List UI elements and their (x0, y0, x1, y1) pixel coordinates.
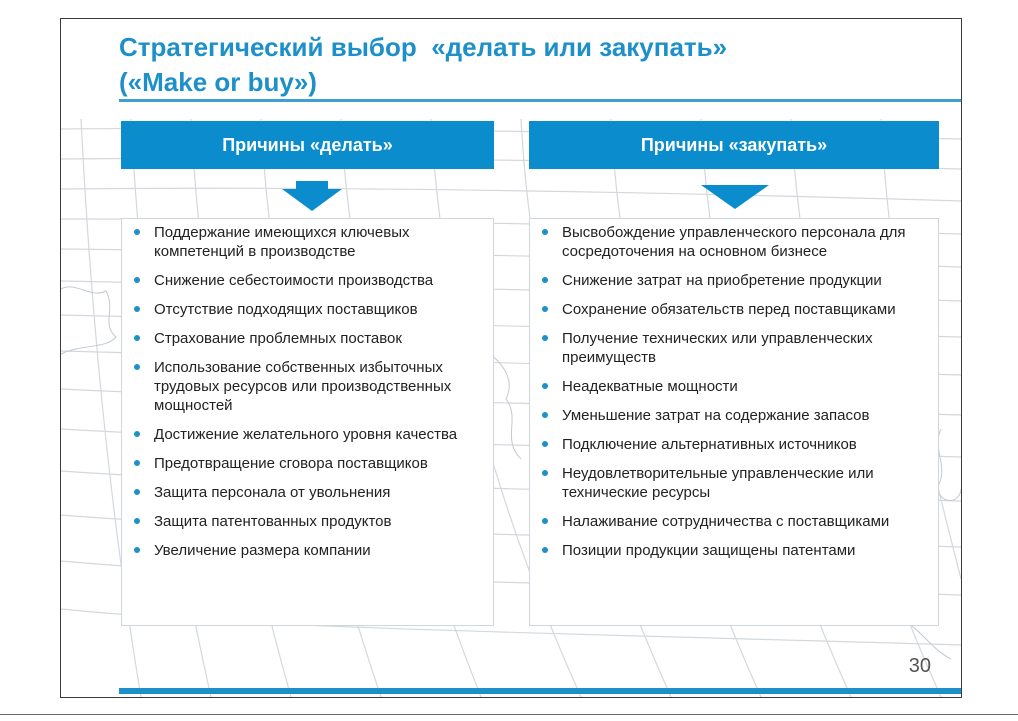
list-item: Снижение затрат на приобретение продукции (540, 271, 932, 290)
slide-title-line-1: Стратегический выбор «делать или закупать» (119, 32, 728, 62)
buy-reasons-panel (529, 218, 939, 626)
buy-down-arrow-icon (701, 185, 769, 209)
slide-title (119, 30, 919, 100)
list-item: Высвобождение управленческого персонала для сосредоточения на основном бизнесе (540, 223, 932, 261)
list-item: Подключение альтернативных источников (540, 435, 932, 454)
title-underline-rule (119, 99, 961, 102)
footer-accent-bar (119, 688, 961, 694)
buy-reasons-list (540, 223, 932, 560)
list-item: Увеличение размера компании (132, 541, 487, 560)
list-item: Позиции продукции защищены патентами (540, 541, 932, 560)
make-reasons-list (132, 223, 487, 560)
make-reasons-header: Причины «делать» (121, 121, 494, 169)
list-item: Налаживание сотрудничества с поставщиками (540, 512, 932, 531)
buy-reasons-header: Причины «закупать» (529, 121, 939, 169)
list-item: Неадекватные мощности (540, 377, 932, 396)
list-item: Снижение себестоимости производства (132, 271, 487, 290)
slide-title-line-2: («Make or buy») (119, 67, 317, 97)
slide (60, 18, 962, 698)
list-item: Страхование проблемных поставок (132, 329, 487, 348)
make-reasons-panel (121, 218, 494, 626)
list-item: Достижение желательного уровня качества (132, 425, 487, 444)
list-item: Сохранение обязательств перед поставщиками (540, 300, 932, 319)
list-item: Неудовлетворительные управленческие или технические ресурсы (540, 464, 932, 502)
list-item: Поддержание имеющихся ключевых компетенций в производстве (132, 223, 487, 261)
list-item: Уменьшение затрат на содержание запасов (540, 406, 932, 425)
list-item: Предотвращение сговора поставщиков (132, 454, 487, 473)
list-item: Защита патентованных продуктов (132, 512, 487, 531)
list-item: Отсутствие подходящих поставщиков (132, 300, 487, 319)
list-item: Использование собственных избыточных трудовых ресурсов или производственных мощностей (132, 358, 487, 415)
page-number: 30 (908, 655, 931, 677)
make-down-arrow-icon (282, 181, 342, 211)
list-item: Получение технических или управленческих преимуществ (540, 329, 932, 367)
list-item: Защита персонала от увольнения (132, 483, 487, 502)
